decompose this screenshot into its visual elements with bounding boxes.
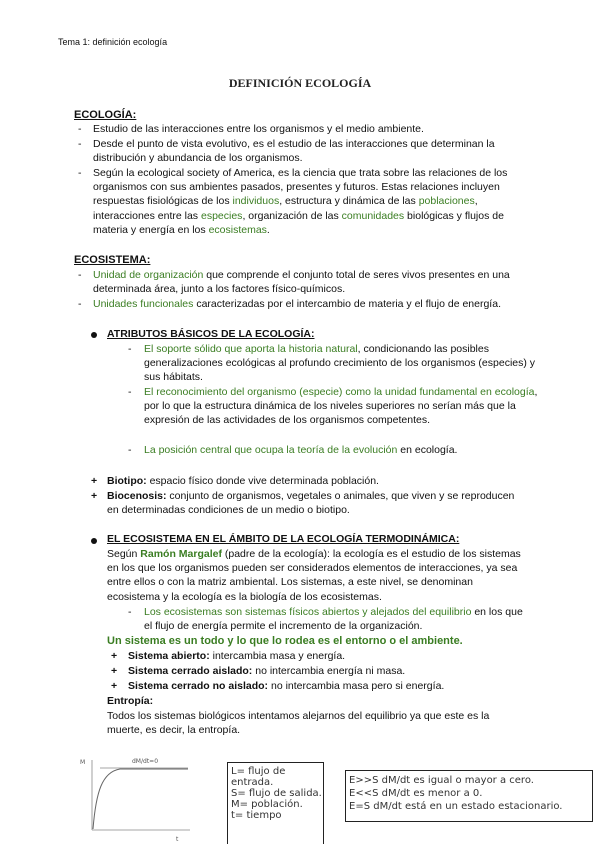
list-item: Unidad de organización que comprende el conjunto total de seres vivos presentes en una determinada área, junto a los factores físico-químicos. bbox=[93, 269, 510, 296]
list-item: La posición central que ocupa la teoría de la evolución en ecología. bbox=[144, 444, 458, 456]
population-graph bbox=[70, 752, 195, 844]
plus-bullet-icon: + bbox=[111, 665, 118, 677]
bullet-icon bbox=[91, 332, 97, 338]
system-definition-highlight: Un sistema es un todo y lo que lo rodea es el entorno o el ambiente. bbox=[107, 635, 463, 647]
system-type-item: Sistema abierto: intercambia masa y energía. bbox=[128, 650, 346, 662]
page-title: DEFINICIÓN ECOLOGÍA bbox=[228, 76, 372, 90]
plus-bullet-icon: + bbox=[91, 490, 98, 502]
plus-bullet-icon: + bbox=[91, 475, 98, 487]
population-curve bbox=[93, 769, 188, 829]
x-axis-label: t bbox=[176, 836, 179, 843]
page-header: Tema 1: definición ecología bbox=[58, 37, 168, 47]
section-heading-atributos: ATRIBUTOS BÁSICOS DE LA ECOLOGÍA: bbox=[107, 328, 315, 340]
system-type-item: Sistema cerrado no aislado: no intercambia masa pero si energía. bbox=[128, 680, 445, 692]
entropia-text: Todos los sistemas biológicos intentamos alejarnos del equilibrio ya que este es la muerte, es decir, la entropía. bbox=[107, 710, 490, 737]
bullet-icon bbox=[91, 538, 97, 544]
biocenosis-definition: Biocenosis: conjunto de organismos, vegetales o animales, que viven y se reproducen en determinadas condiciones de un medio o biotipo. bbox=[107, 490, 515, 517]
margalef-paragraph: Según Ramón Margalef (padre de la ecología): la ecología es el estudio de los sistemas en los que los organismos pueden ser considerados elementos de interacciones, ya sea entre ellos o con la matriz ambiental. Los sistemas, a este nivel, se denominan ecosistema y la ecología es la biología de los ecosistemas. bbox=[107, 548, 521, 603]
biotipo-definition: Biotipo: espacio físico donde vive determinada población. bbox=[107, 475, 379, 487]
condition-line: E>>S dM/dt es igual o mayor a cero. bbox=[349, 775, 534, 786]
list-item: Unidades funcionales caracterizadas por el intercambio de materia y el flujo de energía. bbox=[93, 298, 501, 310]
system-type-item: Sistema cerrado aislado: no intercambia energía ni masa. bbox=[128, 665, 406, 677]
entropia-label: Entropía: bbox=[107, 695, 154, 707]
condition-line: E<<S dM/dt es menor a 0. bbox=[349, 788, 483, 799]
section-heading-ecosistema: ECOSISTEMA: bbox=[74, 254, 151, 266]
list-item: Los ecosistemas son sistemas físicos abiertos y alejados del equilibrio en los que el flujo de energía permite el incremento de la organización. bbox=[144, 606, 523, 633]
graph-svg bbox=[70, 752, 195, 844]
list-item: El soporte sólido que aporta la historia natural, condicionando las posibles generalizaciones ecológicas al profundo crecimiento de los organismos (especies) y sus hábitats. bbox=[144, 343, 536, 384]
curve-label: dM/dt=0 bbox=[132, 758, 159, 765]
list-item: El reconocimiento del organismo (especie) como la unidad fundamental en ecología, por lo que la estructura dinámica de los niveles superiores no serían más que la expresión de las actividades de los organismos competentes. bbox=[144, 386, 538, 427]
list-item: Estudio de las interacciones entre los organismos y el medio ambiente. bbox=[93, 123, 424, 135]
flow-conditions-box bbox=[345, 770, 593, 822]
condition-line: E=S dM/dt está en un estado estacionario. bbox=[349, 801, 563, 812]
legend-line: M= población. bbox=[231, 799, 303, 810]
list-item: Según la ecological society of America, es la ciencia que trata sobre las relaciones de los organismos con sus ambientes pasados, presentes y futuros. Estas relaciones incluyen respuestas fisiológicas de los individuos, estructura y dinámica de las poblaciones, interacciones entre las especies, organización de las comunidades biológicas y flujos de materia y energía en los ecosistemas. bbox=[93, 167, 508, 236]
legend-line: S= flujo de salida. bbox=[231, 788, 322, 799]
legend-line: t= tiempo bbox=[231, 810, 282, 821]
plus-bullet-icon: + bbox=[111, 650, 118, 662]
section-heading-termodinamica: EL ECOSISTEMA EN EL ÁMBITO DE LA ECOLOGÍA TERMODINÁMICA: bbox=[107, 533, 460, 545]
variable-legend-box bbox=[227, 762, 324, 844]
section-heading-ecologia: ECOLOGÍA: bbox=[74, 109, 137, 121]
plus-bullet-icon: + bbox=[111, 680, 118, 692]
y-axis-label: M bbox=[80, 759, 86, 766]
list-item: Desde el punto de vista evolutivo, es el estudio de las interacciones que determinan la distribución y abundancia de los organismos. bbox=[93, 138, 495, 165]
legend-line: L= flujo de entrada. bbox=[231, 766, 286, 788]
